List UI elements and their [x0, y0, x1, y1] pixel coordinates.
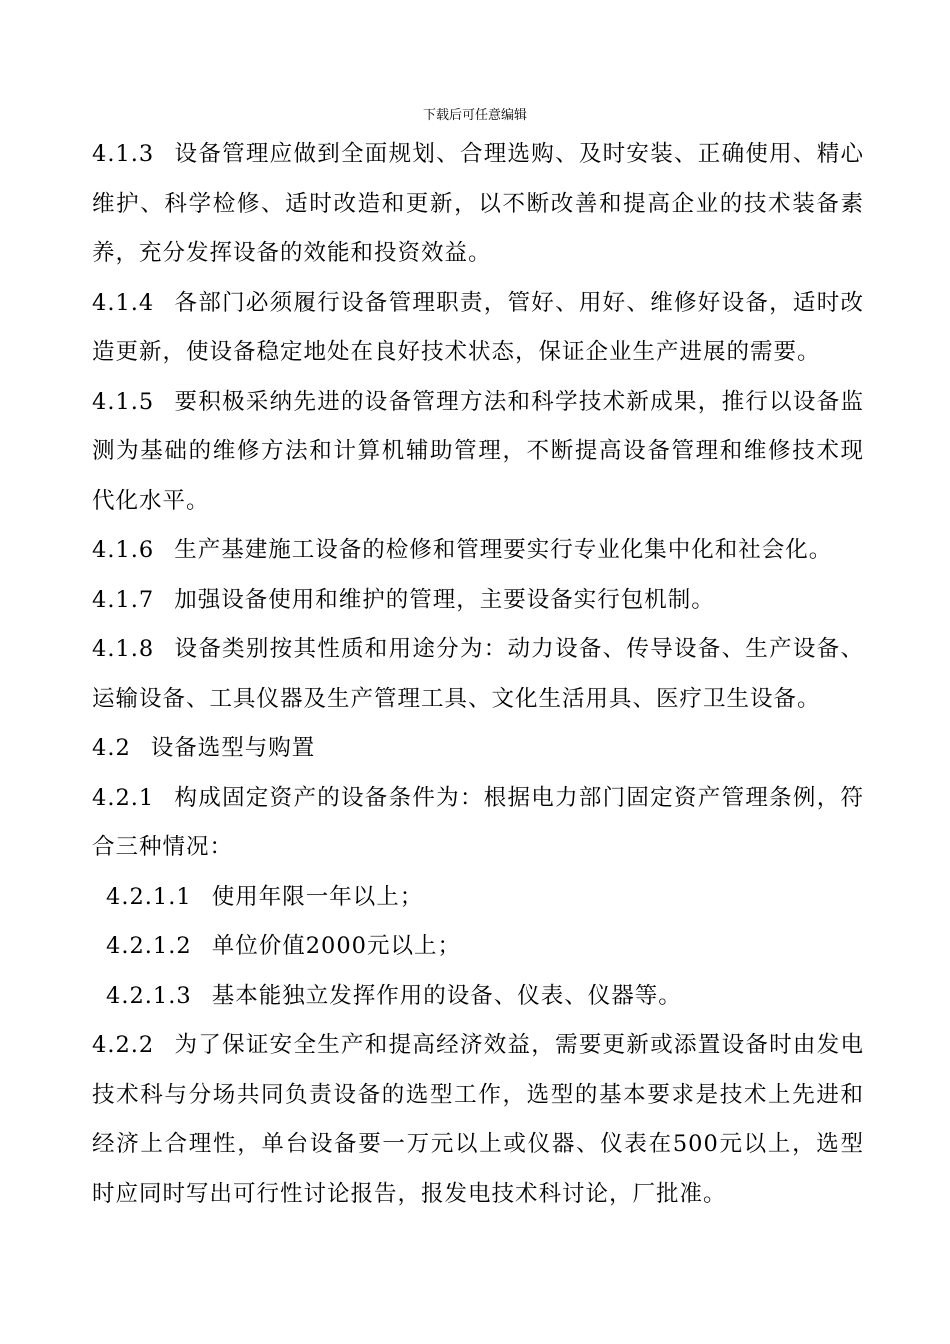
clause-text: 加强设备使用和维护的管理，主要设备实行包机制。 [174, 586, 715, 613]
clause-text: 使用年限一年以上； [211, 883, 424, 910]
page-header: 下载后可任意编辑 [422, 108, 527, 123]
clause-number: 4.1.8 [92, 636, 155, 662]
clause-number: 4.1.4 [92, 289, 155, 316]
clause-text: 生产基建施工设备的检修和管理要实行专业化集中化和社会化。 [174, 537, 833, 563]
paragraph-4-1-5 [92, 378, 864, 527]
paragraph-4-2-2 [92, 1021, 864, 1219]
clause-number: 4.1.5 [92, 388, 155, 415]
paragraph-4-2-1-1 [92, 873, 864, 923]
clause-text: 要积极采纳先进的设备管理方法和科学技术新成果，推行以设备监测为基础的维修方法和计算机辅助管理，不断提高设备管理和维修技术现代化水平。 [92, 388, 864, 514]
clause-text: 设备管理应做到全面规划、合理选购、及时安装、正确使用、精心维护、科学检修、适时改造和更新，以不断改善和提高企业的技术装备素养，充分发挥设备的效能和投资效益。 [92, 141, 864, 266]
clause-number: 4.2.1.2 [106, 933, 192, 959]
clause-text: 各部门必须履行设备管理职责，管好、用好、维修好设备，适时改造更新，使设备稳定地处在良好技术状态，保证企业生产进展的需要。 [92, 289, 864, 365]
clause-text: 单位价值2000元以上； [211, 933, 461, 959]
clause-text: 设备类别按其性质和用途分为：动力设备、传导设备、生产设备、运输设备、工具仪器及生产管理工具、文化生活用具、医疗卫生设备。 [92, 636, 864, 712]
paragraph-4-2-1-3 [92, 972, 864, 1022]
clause-text: 为了保证安全生产和提高经济效益，需要更新或添置设备时由发电技术科与分场共同负责设备的选型工作，选型的基本要求是技术上先进和经济上合理性，单台设备要一万元以上或仪器、仪表在500元以上，选型时应同时写出可行性讨论报告，报发电技术科讨论，厂批准。 [92, 1032, 864, 1207]
paragraph-4-2-1 [92, 774, 864, 873]
clause-number: 4.2.2 [92, 1032, 155, 1058]
paragraph-4-1-3 [92, 130, 864, 279]
clause-number: 4.2 [92, 735, 131, 761]
clause-text: 基本能独立发挥作用的设备、仪表、仪器等。 [211, 982, 682, 1009]
clause-text: 构成固定资产的设备条件为：根据电力部门固定资产管理条例，符合三种情况： [92, 784, 864, 860]
clause-number: 4.1.7 [92, 586, 155, 613]
paragraph-4-1-8 [92, 625, 864, 724]
section-heading-4-2 [92, 724, 864, 774]
clause-number: 4.2.1.1 [106, 883, 192, 910]
clause-number: 4.1.6 [92, 537, 155, 563]
document-body [92, 130, 864, 1219]
clause-number: 4.2.1.3 [106, 982, 192, 1009]
paragraph-4-2-1-2 [92, 922, 864, 972]
paragraph-4-1-7 [92, 576, 864, 626]
clause-number: 4.1.3 [92, 141, 155, 167]
paragraph-4-1-6 [92, 526, 864, 576]
clause-number: 4.2.1 [92, 784, 155, 811]
clause-text: 设备选型与购置 [150, 735, 316, 761]
paragraph-4-1-4 [92, 279, 864, 378]
